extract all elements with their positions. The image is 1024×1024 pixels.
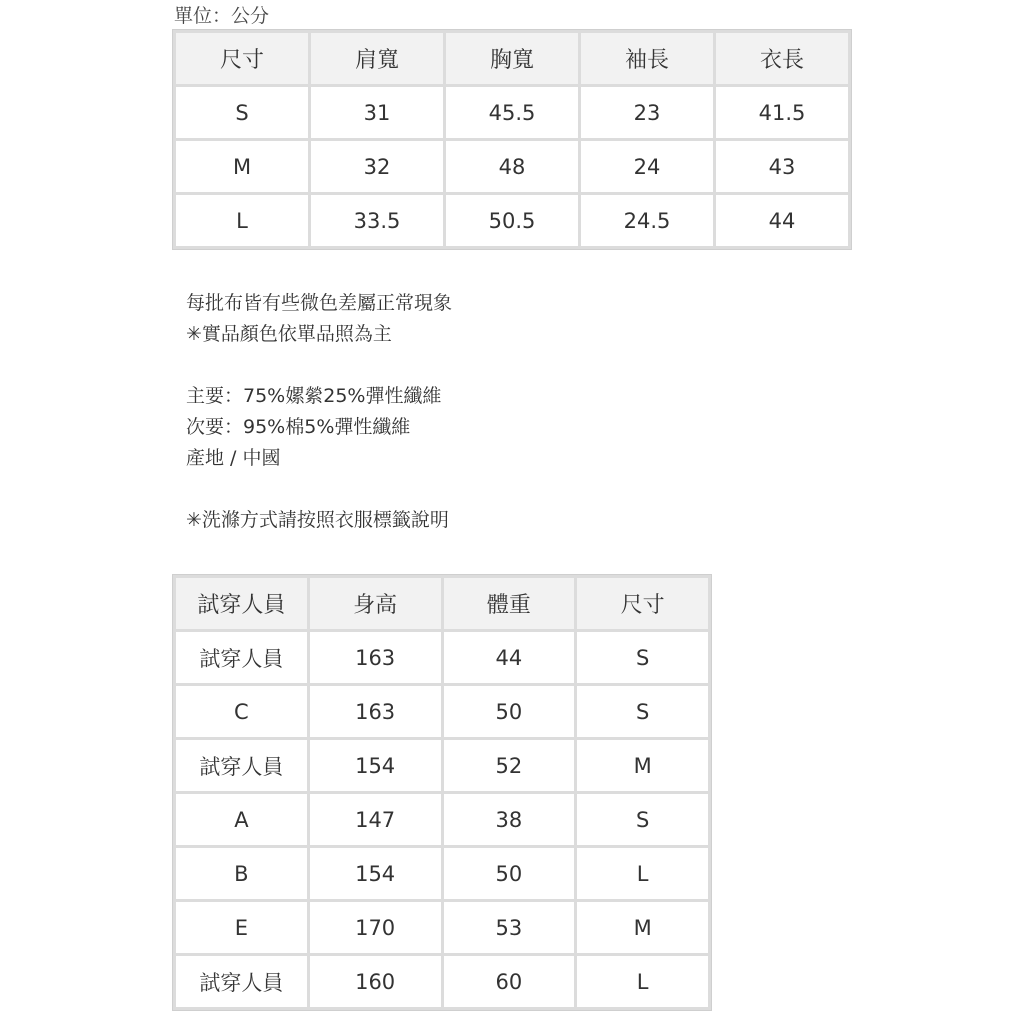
table-cell: E [176,902,307,953]
header-fitter: 試穿人員 [176,578,307,629]
header-shoulder-width: 肩寬 [311,33,443,84]
product-notes [186,288,452,536]
table-cell: 154 [310,848,441,899]
table-cell: 33.5 [311,195,443,246]
table-cell: M [577,740,708,791]
table-cell: 試穿人員 [176,956,307,1007]
table-cell: 45.5 [446,87,578,138]
table-cell: 試穿人員 [176,740,307,791]
table-cell: C [176,686,307,737]
header-weight: 體重 [444,578,575,629]
table-cell: 147 [310,794,441,845]
table-cell: 44 [716,195,848,246]
table-cell: M [176,141,308,192]
fitting-model-table [172,574,712,1011]
table-row [176,956,708,1007]
table-cell: S [176,87,308,138]
table-cell: 41.5 [716,87,848,138]
table-cell: L [577,848,708,899]
wash-note: ✳洗滌方式請按照衣服標籤說明 [186,509,449,531]
table-cell: 170 [310,902,441,953]
table-cell: 60 [444,956,575,1007]
table-cell: 163 [310,632,441,683]
table-cell: L [577,956,708,1007]
table-cell: 50 [444,848,575,899]
material-secondary: 次要：95%棉5%彈性纖維 [186,416,411,438]
table-row [176,195,848,246]
origin: 產地 / 中國 [186,447,281,469]
table-cell: A [176,794,307,845]
table-row [176,686,708,737]
table-cell: 154 [310,740,441,791]
table-cell: 32 [311,141,443,192]
table-cell: S [577,794,708,845]
table-cell: 24 [581,141,713,192]
table-cell: 163 [310,686,441,737]
table-cell: L [176,195,308,246]
table-cell: 50.5 [446,195,578,246]
header-sleeve-length: 袖長 [581,33,713,84]
spacer [186,474,452,505]
table-row [176,87,848,138]
table-cell: B [176,848,307,899]
table-cell: 試穿人員 [176,632,307,683]
table-row [176,740,708,791]
table-cell: 50 [444,686,575,737]
table-cell: 23 [581,87,713,138]
color-note-1: 每批布皆有些微色差屬正常現象 [186,292,453,314]
material-main: 主要：75%嫘縈25%彈性纖維 [186,385,442,407]
table-header-row [176,33,848,84]
table-cell: S [577,686,708,737]
color-note-2: ✳實品顏色依單品照為主 [186,323,392,345]
table-cell: S [577,632,708,683]
table-row [176,794,708,845]
table-row [176,632,708,683]
unit-label: 單位：公分 [174,5,270,27]
table-cell: 31 [311,87,443,138]
table-cell: M [577,902,708,953]
table-cell: 52 [444,740,575,791]
header-size: 尺寸 [176,33,308,84]
table-header-row [176,578,708,629]
table-row [176,848,708,899]
table-cell: 48 [446,141,578,192]
table-row [176,141,848,192]
header-height: 身高 [310,578,441,629]
table-cell: 53 [444,902,575,953]
table-cell: 160 [310,956,441,1007]
table-cell: 38 [444,794,575,845]
spacer [186,350,452,381]
table-cell: 44 [444,632,575,683]
header-garment-length: 衣長 [716,33,848,84]
header-size: 尺寸 [577,578,708,629]
table-cell: 43 [716,141,848,192]
table-cell: 24.5 [581,195,713,246]
header-chest-width: 胸寬 [446,33,578,84]
table-row [176,902,708,953]
size-chart-table [172,29,852,250]
